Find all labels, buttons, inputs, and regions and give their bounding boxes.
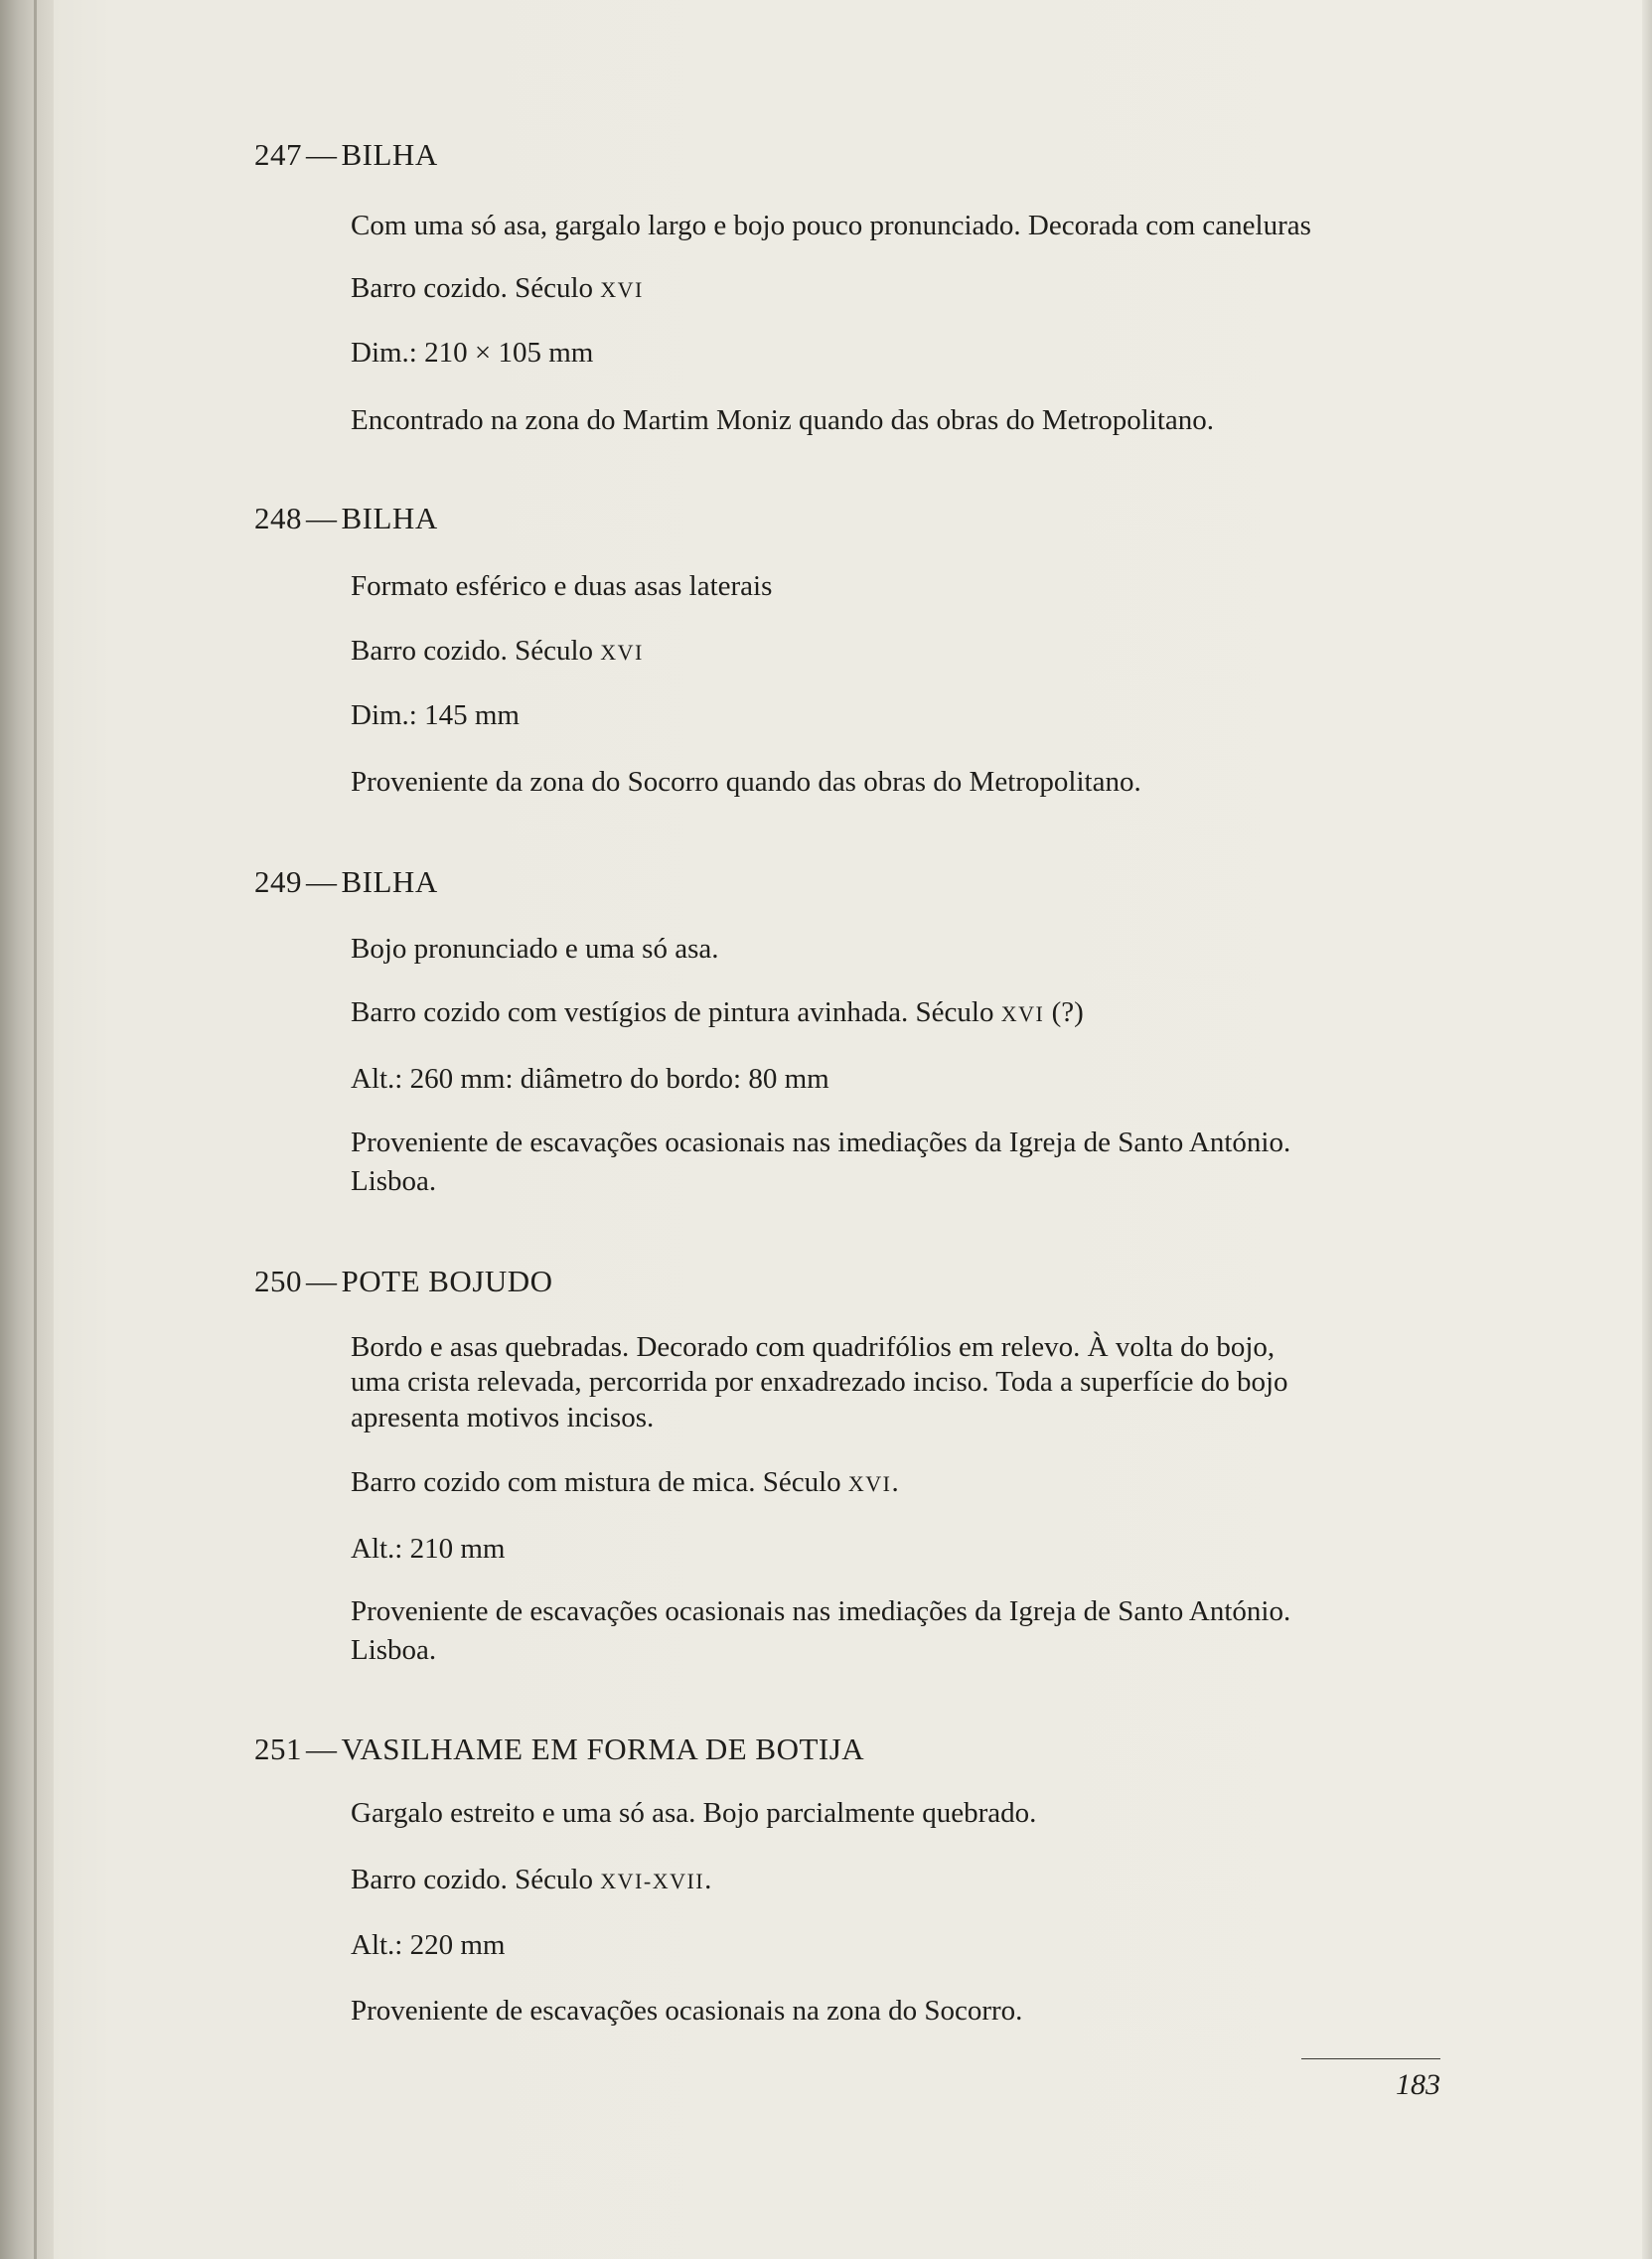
entry-name: BILHA bbox=[341, 864, 438, 899]
century-suffix: . bbox=[704, 1864, 712, 1895]
century: XVI bbox=[600, 640, 644, 665]
entry-title bbox=[254, 135, 1446, 175]
material-text: Barro cozido. Século bbox=[351, 272, 594, 304]
entry-description-line: apresenta motivos incisos. bbox=[351, 1402, 655, 1433]
entry-number: 251 bbox=[254, 1732, 302, 1766]
century-suffix: (?) bbox=[1044, 996, 1084, 1028]
entry-number: 248 bbox=[254, 501, 302, 535]
entry-description: Formato esférico e duas asas laterais bbox=[351, 570, 773, 602]
entry-description: Gargalo estreito e uma só asa. Bojo parcialmente quebrado. bbox=[351, 1797, 1037, 1829]
entry-title bbox=[254, 862, 1446, 902]
century: XVI-XVII bbox=[600, 1869, 705, 1893]
entry-dimensions: Alt.: 210 mm bbox=[351, 1533, 506, 1565]
entry-provenance: Encontrado na zona do Martim Moniz quando das obras do Metropolitano. bbox=[351, 404, 1214, 436]
century: XVI bbox=[1000, 1001, 1045, 1026]
entry-number: 249 bbox=[254, 864, 302, 899]
entry-material bbox=[351, 632, 1443, 672]
entry-number: 247 bbox=[254, 137, 302, 172]
entry-number: 250 bbox=[254, 1264, 302, 1298]
century: XVI bbox=[600, 277, 644, 302]
entry-name: BILHA bbox=[341, 501, 438, 535]
title-dash: — bbox=[306, 501, 338, 535]
entry-name: VASILHAME EM FORMA DE BOTIJA bbox=[341, 1732, 865, 1766]
entry-name: BILHA bbox=[341, 137, 438, 172]
entry-material bbox=[351, 993, 1443, 1033]
entry-description: Com uma só asa, gargalo largo e bojo pouco pronunciado. Decorada com caneluras bbox=[351, 210, 1311, 241]
page-number-rule bbox=[1301, 2058, 1440, 2059]
entry-provenance-line: Proveniente de escavações ocasionais nas imediações da Igreja de Santo António. bbox=[351, 1595, 1291, 1627]
entry-provenance: Proveniente da zona do Socorro quando das obras do Metropolitano. bbox=[351, 766, 1141, 798]
century: XVI bbox=[847, 1471, 892, 1496]
page-number: 183 bbox=[1396, 2068, 1440, 2101]
book-spine-shadow bbox=[0, 0, 54, 2259]
material-text: Barro cozido. Século bbox=[351, 635, 594, 667]
entry-dimensions: Dim.: 145 mm bbox=[351, 699, 520, 731]
entry-name: POTE BOJUDO bbox=[341, 1264, 553, 1298]
entry-dimensions: Dim.: 210 × 105 mm bbox=[351, 337, 594, 369]
entry-description: Bojo pronunciado e uma só asa. bbox=[351, 933, 719, 965]
entry-dimensions: Alt.: 260 mm: diâmetro do bordo: 80 mm bbox=[351, 1063, 829, 1095]
material-text: Barro cozido com mistura de mica. Século bbox=[351, 1466, 841, 1498]
entry-title bbox=[254, 1730, 1446, 1769]
material-text: Barro cozido com vestígios de pintura avinhada. Século bbox=[351, 996, 994, 1028]
entry-provenance: Proveniente de escavações ocasionais na zona do Socorro. bbox=[351, 1995, 1023, 2027]
entry-description-line: uma crista relevada, percorrida por enxadrezado inciso. Toda a superfície do bojo bbox=[351, 1366, 1288, 1398]
entry-provenance-line: Lisboa. bbox=[351, 1634, 437, 1666]
title-dash: — bbox=[306, 1264, 338, 1298]
entry-title bbox=[254, 1262, 1446, 1301]
entry-material bbox=[351, 1463, 1443, 1503]
book-gutter-edge bbox=[34, 0, 37, 2259]
title-dash: — bbox=[306, 1732, 338, 1766]
title-dash: — bbox=[306, 137, 338, 172]
entry-dimensions: Alt.: 220 mm bbox=[351, 1929, 506, 1961]
entry-material bbox=[351, 1861, 1443, 1900]
entry-provenance-line: Lisboa. bbox=[351, 1165, 437, 1197]
century-suffix: . bbox=[891, 1466, 899, 1498]
entry-title bbox=[254, 499, 1446, 538]
material-text: Barro cozido. Século bbox=[351, 1864, 594, 1895]
title-dash: — bbox=[306, 864, 338, 899]
entry-provenance-line: Proveniente de escavações ocasionais nas imediações da Igreja de Santo António. bbox=[351, 1127, 1291, 1158]
entry-description-line: Bordo e asas quebradas. Decorado com quadrifólios em relevo. À volta do bojo, bbox=[351, 1331, 1276, 1363]
entry-material bbox=[351, 269, 1443, 309]
page-edge bbox=[1642, 0, 1652, 2259]
